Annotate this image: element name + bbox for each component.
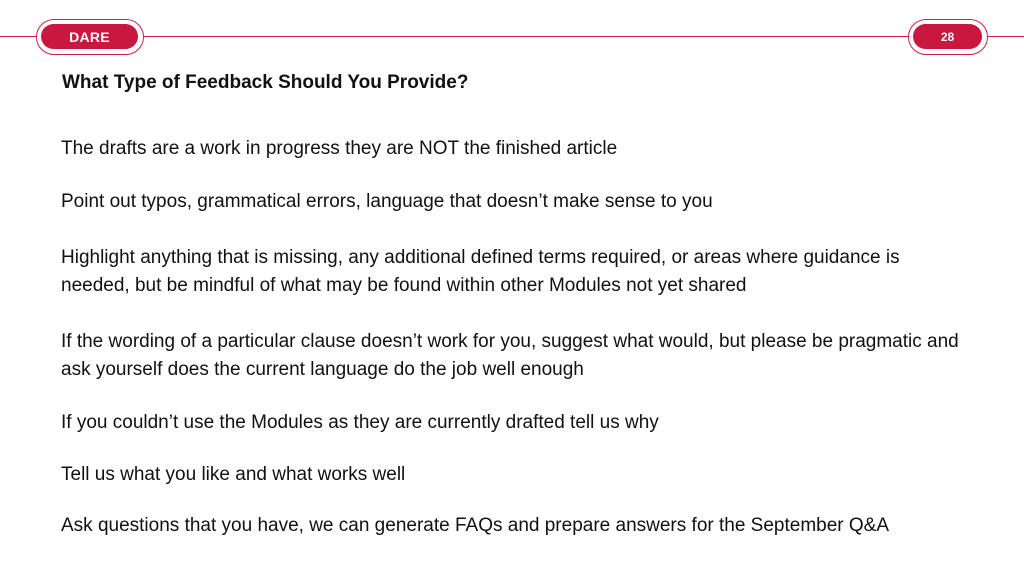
feedback-point-2: Point out typos, grammatical errors, language that doesn’t make sense to you [61, 191, 713, 212]
page-number: 28 [913, 24, 982, 49]
page-number-badge [908, 19, 988, 55]
feedback-point-6: Tell us what you like and what works well [61, 464, 406, 485]
header-divider-line [0, 36, 1024, 37]
feedback-point-1: The drafts are a work in progress they are NOT the finished article [61, 138, 618, 159]
feedback-point-4: If the wording of a particular clause doesn’t work for you, suggest what would, but please be pragmatic and ask yourself does the current language do the job well enough [61, 331, 959, 380]
brand-label: DARE [41, 24, 138, 49]
feedback-point-3: Highlight anything that is missing, any additional defined terms required, or areas where guidance is needed, but be mindful of what may be found within other Modules not yet shared [61, 247, 900, 296]
brand-badge [36, 19, 144, 55]
slide-title: What Type of Feedback Should You Provide? [62, 72, 469, 93]
feedback-point-5: If you couldn’t use the Modules as they are currently drafted tell us why [61, 412, 659, 433]
feedback-point-7: Ask questions that you have, we can generate FAQs and prepare answers for the September Q&A [61, 515, 890, 536]
